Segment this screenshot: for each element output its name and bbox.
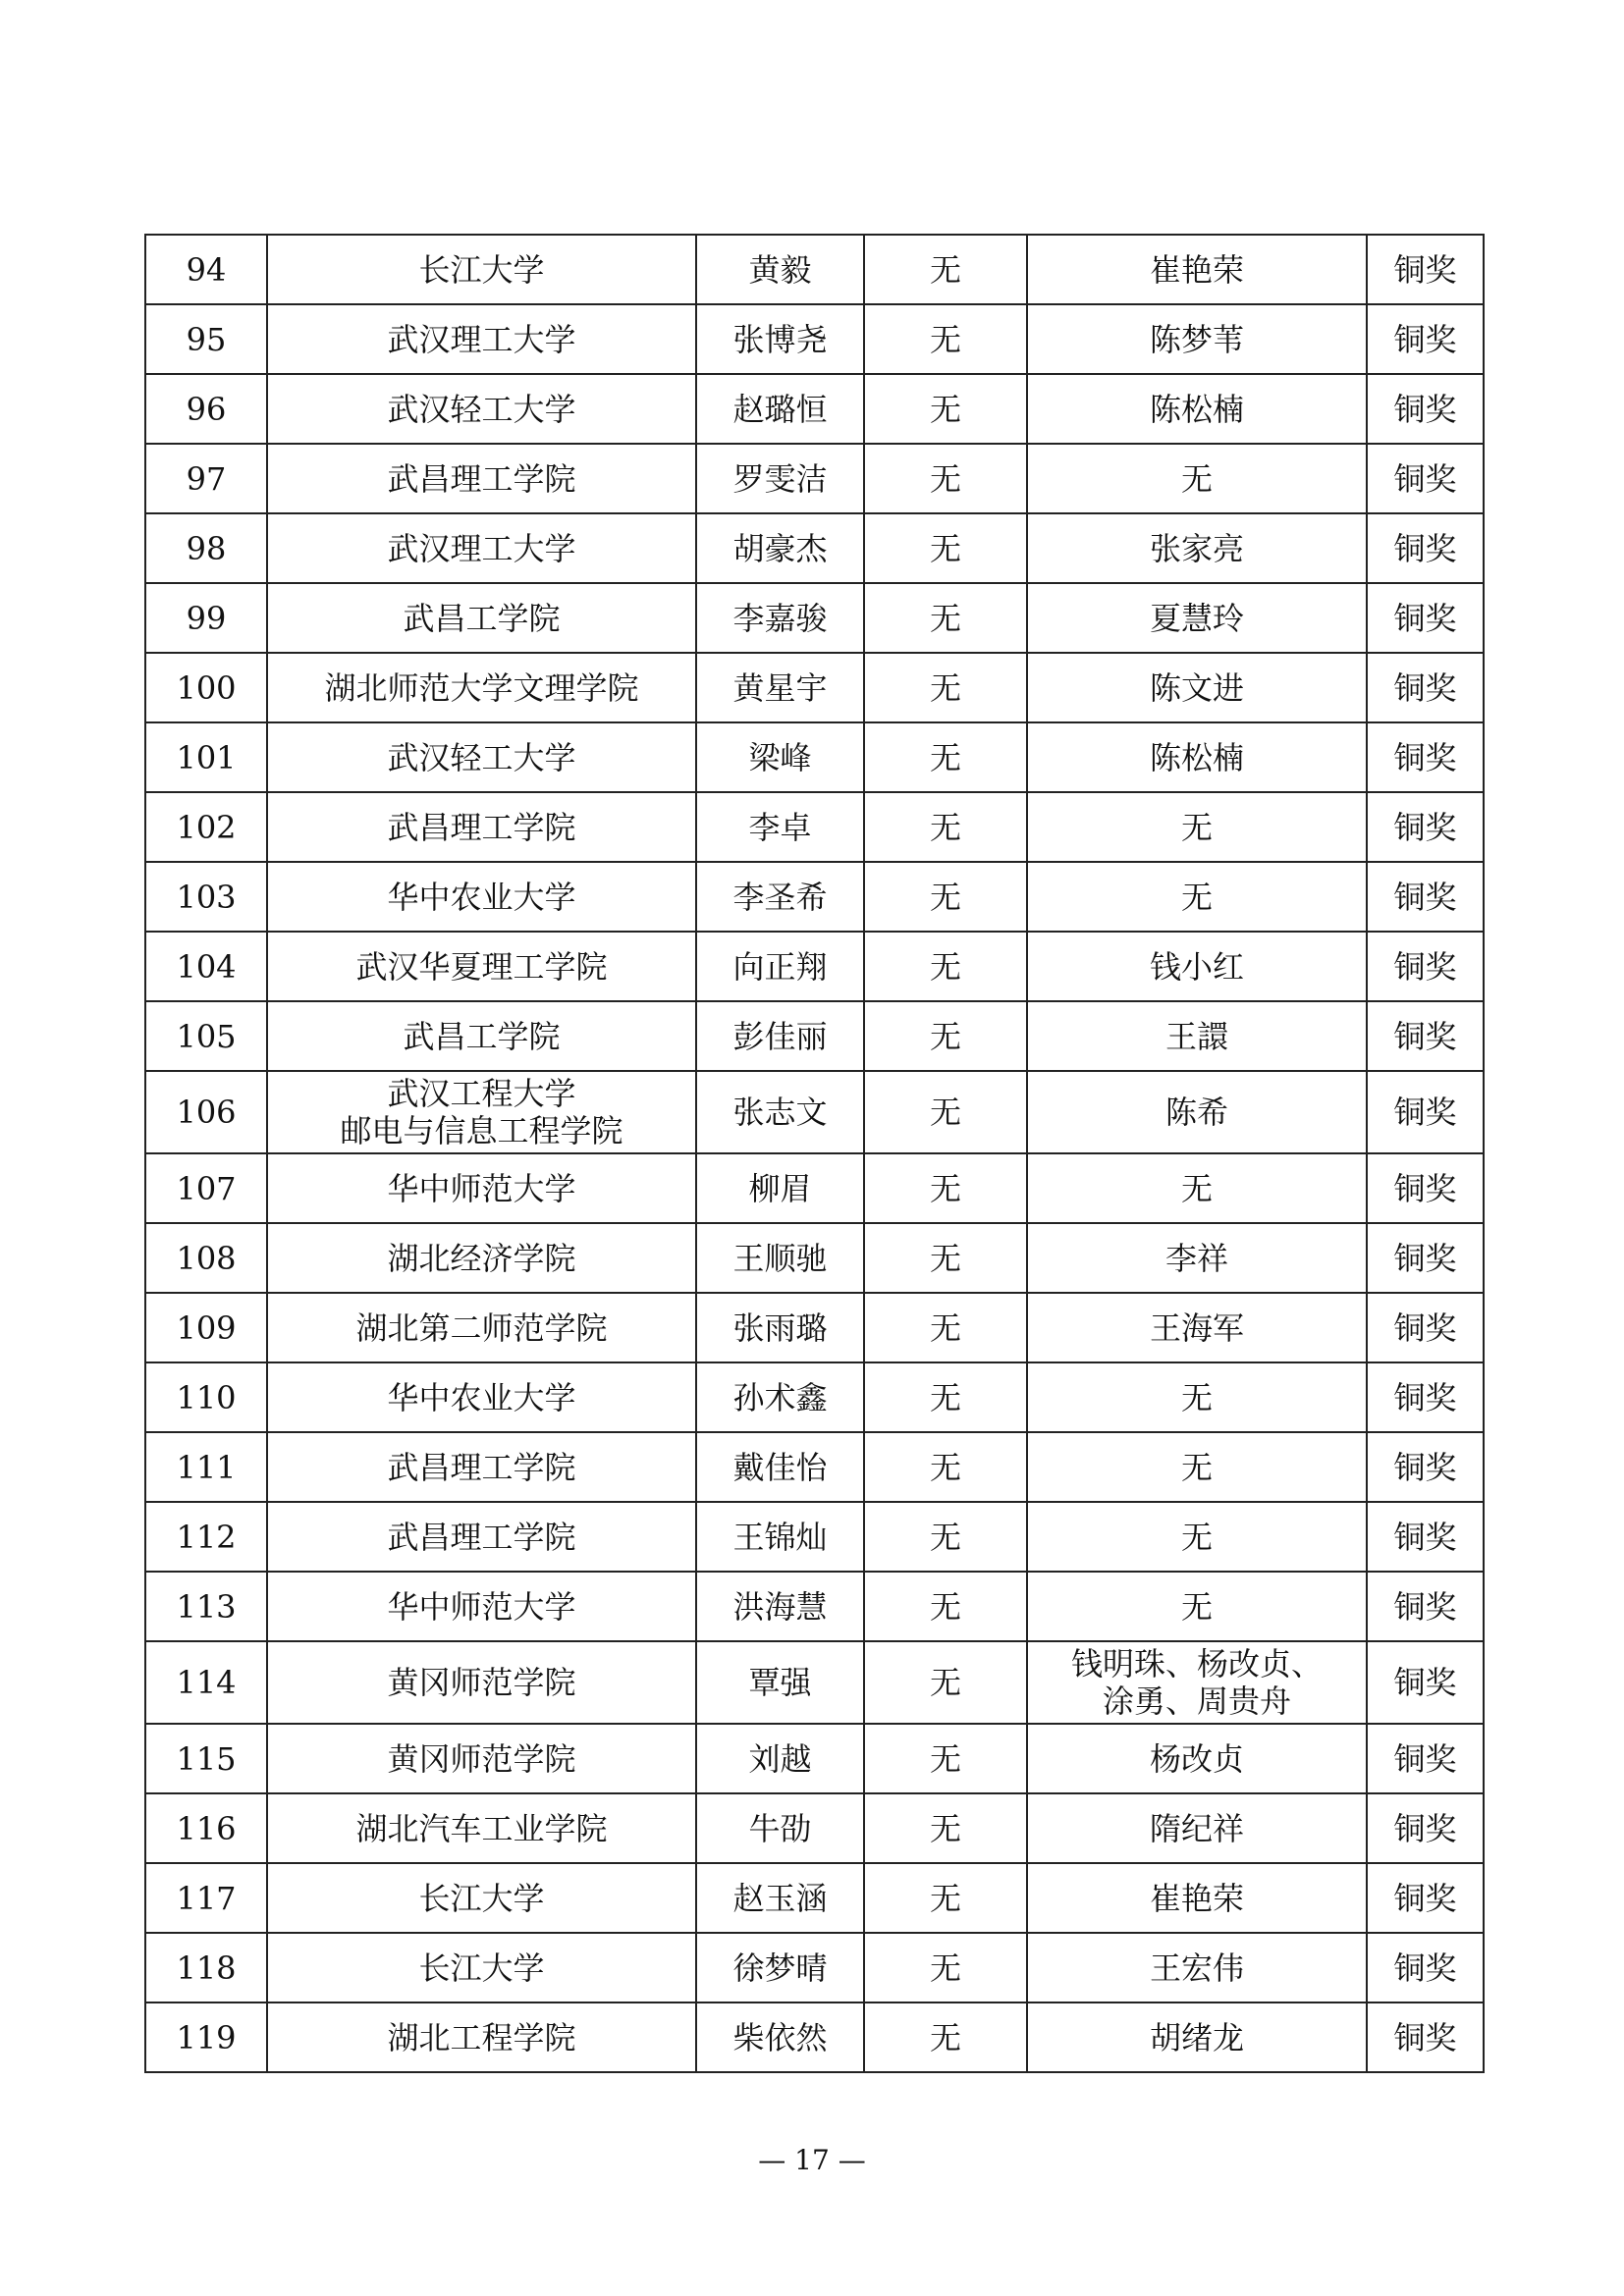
cell-school: 武汉理工大学	[267, 304, 696, 374]
cell-number: 118	[145, 1933, 267, 2002]
cell-school: 长江大学	[267, 1933, 696, 2002]
cell-advisor: 陈文进	[1027, 653, 1367, 722]
cell-award: 铜奖	[1367, 1432, 1484, 1502]
cell-school: 武昌理工学院	[267, 792, 696, 862]
cell-school: 武昌理工学院	[267, 1502, 696, 1572]
cell-school: 武汉华夏理工学院	[267, 932, 696, 1001]
cell-number: 117	[145, 1863, 267, 1933]
cell-advisor: 无	[1027, 1502, 1367, 1572]
table-row	[145, 1071, 1484, 1153]
cell-award: 铜奖	[1367, 1362, 1484, 1432]
cell-col4: 无	[864, 235, 1027, 304]
table-row	[145, 1502, 1484, 1572]
cell-student: 张博尧	[696, 304, 864, 374]
cell-student: 黄星宇	[696, 653, 864, 722]
table-row	[145, 722, 1484, 792]
cell-student: 李圣希	[696, 862, 864, 932]
cell-col4: 无	[864, 1223, 1027, 1293]
table-row	[145, 1362, 1484, 1432]
table-row	[145, 1641, 1484, 1724]
cell-number: 116	[145, 1793, 267, 1863]
cell-student: 孙术鑫	[696, 1362, 864, 1432]
table-row	[145, 1863, 1484, 1933]
cell-advisor: 王譞	[1027, 1001, 1367, 1071]
cell-number: 102	[145, 792, 267, 862]
cell-student: 洪海慧	[696, 1572, 864, 1641]
cell-award: 铜奖	[1367, 1724, 1484, 1793]
cell-number: 100	[145, 653, 267, 722]
cell-col4: 无	[864, 1071, 1027, 1153]
cell-number: 103	[145, 862, 267, 932]
cell-school: 武汉理工大学	[267, 513, 696, 583]
cell-school: 黄冈师范学院	[267, 1641, 696, 1724]
cell-school: 武昌工学院	[267, 583, 696, 653]
cell-award: 铜奖	[1367, 1153, 1484, 1223]
cell-student: 黄毅	[696, 235, 864, 304]
cell-award: 铜奖	[1367, 1071, 1484, 1153]
cell-school: 武汉工程大学 邮电与信息工程学院	[267, 1071, 696, 1153]
table-row	[145, 1933, 1484, 2002]
cell-number: 96	[145, 374, 267, 444]
cell-award: 铜奖	[1367, 1572, 1484, 1641]
cell-award: 铜奖	[1367, 513, 1484, 583]
table-row	[145, 583, 1484, 653]
cell-advisor: 王海军	[1027, 1293, 1367, 1362]
cell-col4: 无	[864, 1933, 1027, 2002]
cell-col4: 无	[864, 653, 1027, 722]
cell-student: 覃强	[696, 1641, 864, 1724]
cell-col4: 无	[864, 862, 1027, 932]
cell-advisor: 无	[1027, 1153, 1367, 1223]
cell-advisor: 张家亮	[1027, 513, 1367, 583]
cell-col4: 无	[864, 1572, 1027, 1641]
cell-advisor: 隋纪祥	[1027, 1793, 1367, 1863]
cell-number: 97	[145, 444, 267, 513]
cell-number: 109	[145, 1293, 267, 1362]
cell-advisor: 钱小红	[1027, 932, 1367, 1001]
cell-number: 107	[145, 1153, 267, 1223]
cell-student: 张雨璐	[696, 1293, 864, 1362]
cell-school: 华中农业大学	[267, 862, 696, 932]
cell-col4: 无	[864, 2002, 1027, 2072]
cell-advisor: 陈希	[1027, 1071, 1367, 1153]
table-row	[145, 304, 1484, 374]
cell-advisor: 无	[1027, 1572, 1367, 1641]
cell-number: 95	[145, 304, 267, 374]
cell-advisor: 无	[1027, 1432, 1367, 1502]
cell-award: 铜奖	[1367, 1641, 1484, 1724]
cell-student: 李嘉骏	[696, 583, 864, 653]
cell-number: 119	[145, 2002, 267, 2072]
cell-award: 铜奖	[1367, 1502, 1484, 1572]
cell-student: 刘越	[696, 1724, 864, 1793]
cell-school: 湖北师范大学文理学院	[267, 653, 696, 722]
cell-school: 武汉轻工大学	[267, 374, 696, 444]
awards-table	[144, 234, 1485, 2073]
cell-student: 李卓	[696, 792, 864, 862]
cell-number: 106	[145, 1071, 267, 1153]
cell-student: 赵璐恒	[696, 374, 864, 444]
cell-col4: 无	[864, 1153, 1027, 1223]
cell-col4: 无	[864, 1432, 1027, 1502]
cell-advisor: 钱明珠、杨改贞、 涂勇、周贵舟	[1027, 1641, 1367, 1724]
cell-number: 99	[145, 583, 267, 653]
table-row	[145, 792, 1484, 862]
cell-col4: 无	[864, 304, 1027, 374]
cell-school: 华中农业大学	[267, 1362, 696, 1432]
cell-advisor: 陈梦苇	[1027, 304, 1367, 374]
cell-award: 铜奖	[1367, 653, 1484, 722]
table-row	[145, 374, 1484, 444]
cell-award: 铜奖	[1367, 722, 1484, 792]
cell-col4: 无	[864, 1293, 1027, 1362]
cell-award: 铜奖	[1367, 792, 1484, 862]
cell-advisor: 无	[1027, 792, 1367, 862]
cell-advisor: 胡绪龙	[1027, 2002, 1367, 2072]
cell-number: 113	[145, 1572, 267, 1641]
cell-advisor: 崔艳荣	[1027, 235, 1367, 304]
cell-advisor: 李祥	[1027, 1223, 1367, 1293]
cell-award: 铜奖	[1367, 1793, 1484, 1863]
cell-school: 湖北第二师范学院	[267, 1293, 696, 1362]
table-row	[145, 1572, 1484, 1641]
cell-student: 罗雯洁	[696, 444, 864, 513]
cell-award: 铜奖	[1367, 1933, 1484, 2002]
cell-advisor: 陈松楠	[1027, 374, 1367, 444]
cell-award: 铜奖	[1367, 1293, 1484, 1362]
cell-col4: 无	[864, 1502, 1027, 1572]
cell-student: 胡豪杰	[696, 513, 864, 583]
cell-advisor: 陈松楠	[1027, 722, 1367, 792]
cell-school: 华中师范大学	[267, 1153, 696, 1223]
cell-number: 104	[145, 932, 267, 1001]
cell-col4: 无	[864, 722, 1027, 792]
cell-advisor: 无	[1027, 1362, 1367, 1432]
cell-school: 武昌理工学院	[267, 1432, 696, 1502]
cell-student: 戴佳怡	[696, 1432, 864, 1502]
cell-number: 98	[145, 513, 267, 583]
cell-advisor: 无	[1027, 862, 1367, 932]
cell-col4: 无	[864, 792, 1027, 862]
cell-col4: 无	[864, 1362, 1027, 1432]
cell-award: 铜奖	[1367, 235, 1484, 304]
cell-school: 武汉轻工大学	[267, 722, 696, 792]
awards-table-body	[145, 235, 1484, 2072]
cell-student: 向正翔	[696, 932, 864, 1001]
table-row	[145, 862, 1484, 932]
table-row	[145, 653, 1484, 722]
cell-student: 王顺驰	[696, 1223, 864, 1293]
cell-col4: 无	[864, 444, 1027, 513]
page-number-footer: — 17 —	[758, 2144, 866, 2176]
table-row	[145, 235, 1484, 304]
cell-advisor: 崔艳荣	[1027, 1863, 1367, 1933]
table-row	[145, 1153, 1484, 1223]
cell-number: 112	[145, 1502, 267, 1572]
cell-col4: 无	[864, 1001, 1027, 1071]
cell-col4: 无	[864, 1724, 1027, 1793]
cell-col4: 无	[864, 513, 1027, 583]
cell-award: 铜奖	[1367, 1223, 1484, 1293]
cell-number: 115	[145, 1724, 267, 1793]
cell-award: 铜奖	[1367, 304, 1484, 374]
cell-col4: 无	[864, 1641, 1027, 1724]
table-row	[145, 1432, 1484, 1502]
cell-award: 铜奖	[1367, 374, 1484, 444]
cell-award: 铜奖	[1367, 444, 1484, 513]
table-row	[145, 2002, 1484, 2072]
cell-advisor: 夏慧玲	[1027, 583, 1367, 653]
cell-advisor: 无	[1027, 444, 1367, 513]
cell-student: 梁峰	[696, 722, 864, 792]
cell-award: 铜奖	[1367, 1863, 1484, 1933]
cell-number: 94	[145, 235, 267, 304]
cell-number: 101	[145, 722, 267, 792]
table-row	[145, 932, 1484, 1001]
table-row	[145, 1223, 1484, 1293]
cell-student: 张志文	[696, 1071, 864, 1153]
cell-award: 铜奖	[1367, 932, 1484, 1001]
cell-number: 111	[145, 1432, 267, 1502]
cell-school: 武昌理工学院	[267, 444, 696, 513]
cell-advisor: 王宏伟	[1027, 1933, 1367, 2002]
cell-number: 114	[145, 1641, 267, 1724]
cell-number: 108	[145, 1223, 267, 1293]
cell-col4: 无	[864, 583, 1027, 653]
cell-school: 湖北工程学院	[267, 2002, 696, 2072]
cell-number: 110	[145, 1362, 267, 1432]
cell-student: 徐梦晴	[696, 1933, 864, 2002]
cell-school: 华中师范大学	[267, 1572, 696, 1641]
cell-col4: 无	[864, 1863, 1027, 1933]
cell-student: 柴依然	[696, 2002, 864, 2072]
table-row	[145, 1001, 1484, 1071]
table-row	[145, 1724, 1484, 1793]
cell-school: 长江大学	[267, 1863, 696, 1933]
table-row	[145, 444, 1484, 513]
cell-student: 彭佳丽	[696, 1001, 864, 1071]
cell-school: 武昌工学院	[267, 1001, 696, 1071]
cell-award: 铜奖	[1367, 2002, 1484, 2072]
cell-col4: 无	[864, 932, 1027, 1001]
cell-school: 黄冈师范学院	[267, 1724, 696, 1793]
cell-school: 长江大学	[267, 235, 696, 304]
cell-col4: 无	[864, 1793, 1027, 1863]
cell-col4: 无	[864, 374, 1027, 444]
cell-student: 赵玉涵	[696, 1863, 864, 1933]
cell-student: 柳眉	[696, 1153, 864, 1223]
table-row	[145, 1293, 1484, 1362]
cell-advisor: 杨改贞	[1027, 1724, 1367, 1793]
cell-award: 铜奖	[1367, 862, 1484, 932]
table-row	[145, 1793, 1484, 1863]
cell-award: 铜奖	[1367, 1001, 1484, 1071]
cell-student: 王锦灿	[696, 1502, 864, 1572]
cell-school: 湖北经济学院	[267, 1223, 696, 1293]
cell-student: 牛劭	[696, 1793, 864, 1863]
table-row	[145, 513, 1484, 583]
cell-award: 铜奖	[1367, 583, 1484, 653]
cell-number: 105	[145, 1001, 267, 1071]
cell-school: 湖北汽车工业学院	[267, 1793, 696, 1863]
